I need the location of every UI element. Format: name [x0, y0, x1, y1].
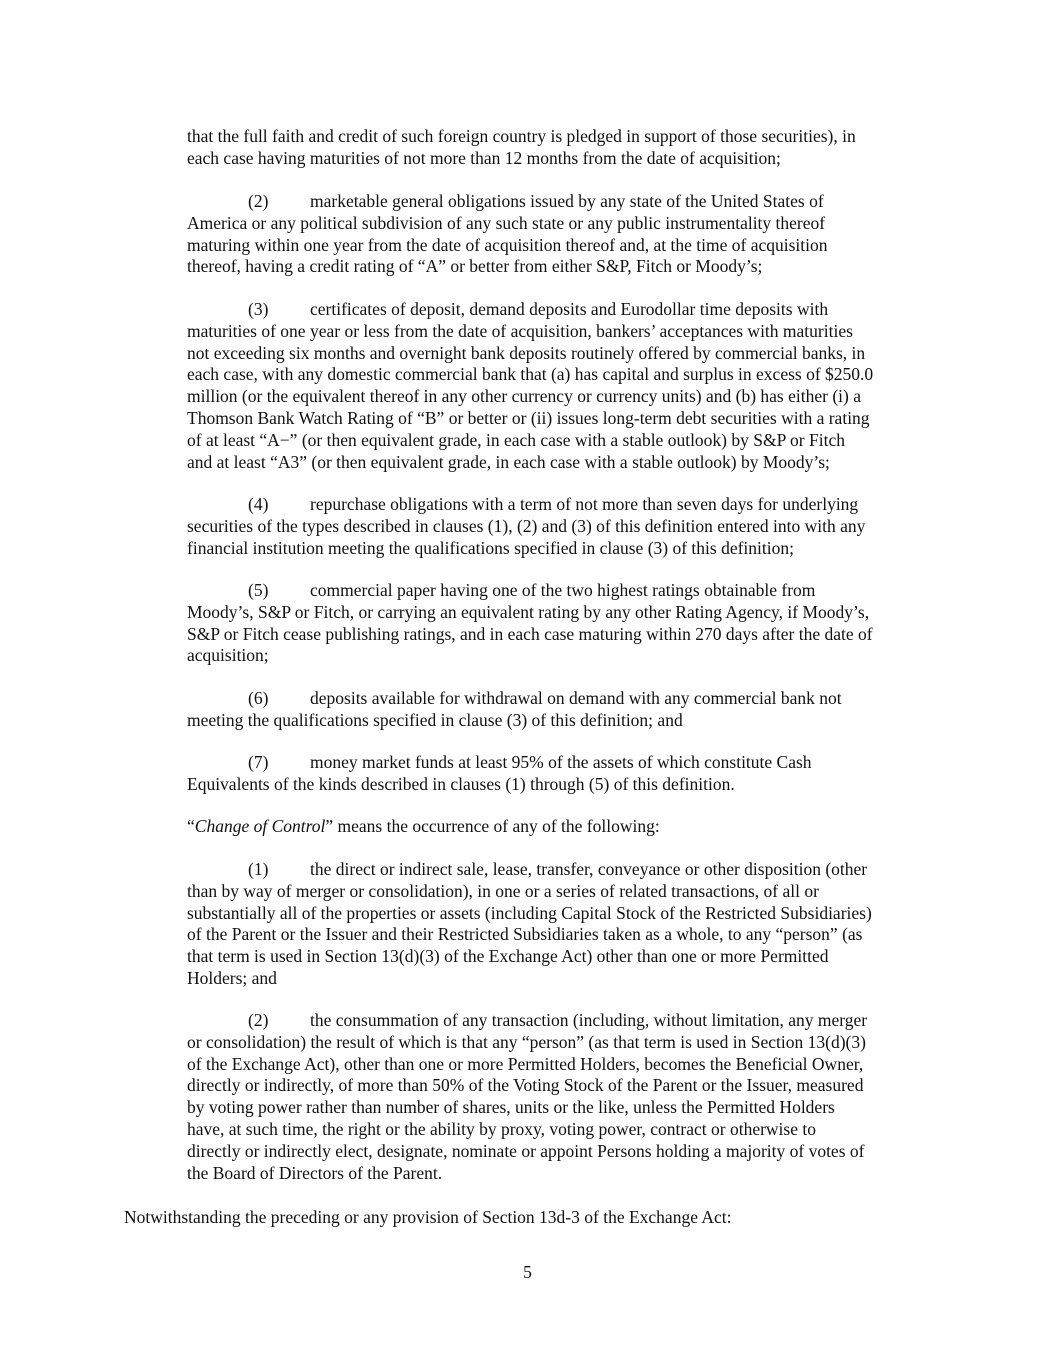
coc-clause-1 — [187, 859, 947, 990]
text-line: the consummation of any transaction (including, without limitation, any merger — [310, 1010, 868, 1030]
text-line: Equivalents of the kinds described in clauses (1) through (5) of this definition. — [187, 773, 735, 794]
text-line: deposits available for withdrawal on demand with any commercial bank not — [310, 688, 842, 708]
clause-5 — [187, 580, 947, 667]
clause-number: (2) — [248, 191, 269, 211]
text-line — [187, 816, 947, 838]
text-line: each case having maturities of not more than 12 months from the date of acquisition; — [187, 147, 781, 168]
text-line: maturing within one year from the date of acquisition thereof and, at the time of acquisition — [187, 234, 828, 255]
clause-7 — [187, 752, 947, 796]
change-of-control-definition — [187, 816, 947, 838]
text-line: commercial paper having one of the two highest ratings obtainable from — [310, 580, 816, 600]
clause-6 — [187, 688, 947, 732]
clause-number: (3) — [248, 299, 269, 319]
text-line: not exceeding six months and overnight bank deposits routinely offered by commercial banks, in — [187, 342, 866, 363]
closing-paragraph: Notwithstanding the preceding or any provision of Section 13d-3 of the Exchange Act: — [124, 1207, 732, 1227]
clause-first-line — [248, 752, 947, 774]
text-line: that the full faith and credit of such foreign country is pledged in support of those securities), in — [187, 126, 856, 146]
text-line: than by way of merger or consolidation), in one or a series of related transactions, of all or — [187, 880, 819, 901]
text-line: repurchase obligations with a term of not more than seven days for underlying — [310, 494, 859, 514]
text-line: Thomson Bank Watch Rating of “B” or better or (ii) issues long-term debt securities with a rating — [187, 407, 870, 428]
text-line: Moody’s, S&P or Fitch, or carrying an equivalent rating by any other Rating Agency, if Moody’s, — [187, 601, 870, 622]
clause-first-line — [248, 494, 947, 516]
page-number: 5 — [523, 1262, 532, 1282]
clause-number: (1) — [248, 859, 269, 879]
clause-2 — [187, 191, 947, 278]
clause-3 — [187, 299, 947, 473]
text-line: money market funds at least 95% of the assets of which constitute Cash — [310, 752, 812, 772]
text-line: maturities of one year or less from the date of acquisition, bankers’ acceptances with maturities — [187, 320, 853, 341]
clause-first-line — [248, 580, 947, 602]
text-line: financial institution meeting the qualifications specified in clause (3) of this definition; — [187, 537, 794, 558]
clause-first-line — [248, 191, 947, 213]
clause-first-line — [248, 688, 947, 710]
clause-number: (2) — [248, 1010, 269, 1030]
coc-clause-2 — [187, 1010, 947, 1184]
clause-number: (5) — [248, 580, 269, 600]
text-line: substantially all of the properties or assets (including Capital Stock of the Restricted Subsidiaries) — [187, 902, 872, 923]
text-line: or consolidation) the result of which is that any “person” (as that term is used in Section 13(d)(3) — [187, 1031, 866, 1052]
text-line: America or any political subdivision of any such state or any public instrumentality thereof — [187, 212, 826, 233]
text-line: directly or indirectly, of more than 50% of the Voting Stock of the Parent or the Issuer, measured — [187, 1075, 864, 1096]
clause-4 — [187, 494, 947, 559]
text-line: S&P or Fitch cease publishing ratings, and in each case maturing within 270 days after the date of — [187, 623, 873, 644]
clause-number: (4) — [248, 494, 269, 514]
open-quote: “ — [187, 816, 195, 836]
text-line: the direct or indirect sale, lease, transfer, conveyance or other disposition (other — [310, 859, 868, 879]
text-line: the Board of Directors of the Parent. — [187, 1162, 443, 1183]
text-line: that term is used in Section 13(d)(3) of the Exchange Act) other than one or more Permitted — [187, 946, 829, 967]
text-line: each case, with any domestic commercial bank that (a) has capital and surplus in excess of $250.0 — [187, 364, 874, 385]
intro-paragraph — [187, 126, 947, 170]
text-line: of at least “A−” (or then equivalent grade, in each case with a stable outlook) by S&P or Fitch — [187, 429, 845, 450]
text-line: thereof, having a credit rating of “A” or better from either S&P, Fitch or Moody’s; — [187, 256, 763, 277]
clause-first-line — [248, 299, 947, 321]
text-line: and at least “A3” (or then equivalent grade, in each case with a stable outlook) by Moody’s; — [187, 451, 830, 472]
text-line: certificates of deposit, demand deposits and Eurodollar time deposits with — [310, 299, 829, 319]
text-line: meeting the qualifications specified in clause (3) of this definition; and — [187, 709, 683, 730]
text-line: of the Parent or the Issuer and their Restricted Subsidiaries taken as a whole, to any “person” (as — [187, 924, 863, 945]
text-line: securities of the types described in clauses (1), (2) and (3) of this definition entered into with any — [187, 515, 866, 536]
defined-term: Change of Control — [194, 816, 326, 836]
text-line: Holders; and — [187, 967, 277, 988]
clause-first-line — [248, 1010, 947, 1032]
text-line: million (or the equivalent thereof in any other currency or currency units) and (b) has either (i) a — [187, 386, 861, 407]
definition-text: ” means the occurrence of any of the following: — [325, 816, 660, 836]
text-line: of the Exchange Act), other than one or more Permitted Holders, becomes the Beneficial Owner, — [187, 1053, 864, 1074]
text-line: marketable general obligations issued by any state of the United States of — [310, 191, 824, 211]
clause-number: (6) — [248, 688, 269, 708]
text-line: by voting power rather than number of shares, units or the like, unless the Permitted Holders — [187, 1097, 835, 1118]
clause-first-line — [248, 859, 947, 881]
text-line: have, at such time, the right or the ability by proxy, voting power, contract or otherwise to — [187, 1118, 816, 1139]
text-line: directly or indirectly elect, designate, nominate or appoint Persons holding a majority of votes of — [187, 1140, 865, 1161]
text-line: acquisition; — [187, 645, 269, 666]
clause-number: (7) — [248, 752, 269, 772]
